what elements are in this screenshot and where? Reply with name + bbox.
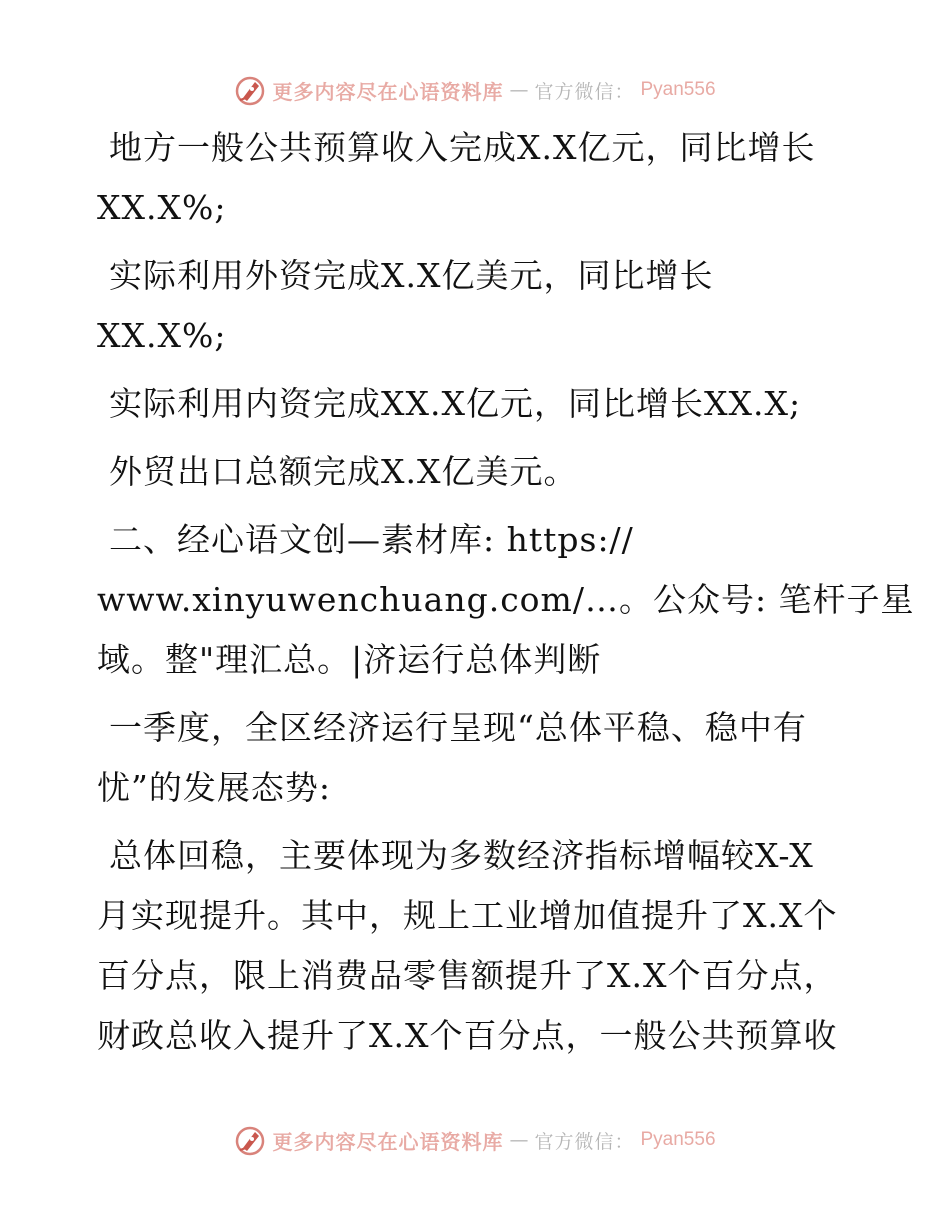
text-line: 域。整"理汇总。|济运行总体判断 [97,640,602,679]
text-line: 一季度，全区经济运行呈现“总体平稳、稳中有 [109,708,807,747]
pen-nib-seal-icon [234,74,266,106]
text-line: 忧”的发展态势: [97,768,331,807]
text-line: 总体回稳，主要体现为多数经济指标增幅较X-X [109,836,814,875]
text-line: 实际利用内资完成XX.X亿元，同比增长XX.X; [109,384,802,423]
text-line: 百分点，限上消费品零售额提升了X.X个百分点， [97,956,838,995]
watermark-brand-text: 更多内容尽在心语资料库 [272,79,504,104]
document-body [97,118,915,1074]
text-line: 实际利用外资完成X.X亿美元，同比增长 [109,256,714,295]
pen-nib-seal-icon [234,1124,266,1156]
text-line: 二、经心语文创—素材库: https:// [109,520,634,559]
watermark-separator: — [509,79,529,101]
text-line: 月实现提升。其中，规上工业增加值提升了X.X个 [97,896,838,935]
watermark-wechat-label: 官方微信： [534,80,635,103]
text-line: www.xinyuwenchuang.com/…。公众号: 笔杆子星 [97,580,915,619]
watermark-brand-text: 更多内容尽在心语资料库 [272,1129,504,1154]
footer-watermark [0,1120,950,1160]
paragraph-section-two-heading [97,510,915,690]
paragraph-q1-overview [97,698,857,818]
paragraph-export-total [97,442,857,502]
text-line: XX.X%; [97,188,227,227]
text-line: 地方一般公共预算收入完成X.X亿元，同比增长 [109,128,816,167]
text-line: XX.X%; [97,316,227,355]
paragraph-overall-recovery [97,826,857,1066]
text-line: 财政总收入提升了X.X个百分点，一般公共预算收 [97,1016,838,1055]
watermark-wechat-label: 官方微信： [534,1130,635,1153]
watermark-separator: — [509,1129,529,1151]
text-line: 外贸出口总额完成X.X亿美元。 [109,452,578,491]
watermark-wechat-id: Pyan556 [640,1129,716,1150]
paragraph-foreign-capital [97,246,857,366]
paragraph-domestic-capital [97,374,857,434]
watermark-wechat-id: Pyan556 [640,79,716,100]
header-watermark [0,70,950,110]
paragraph-budget-revenue [97,118,857,238]
